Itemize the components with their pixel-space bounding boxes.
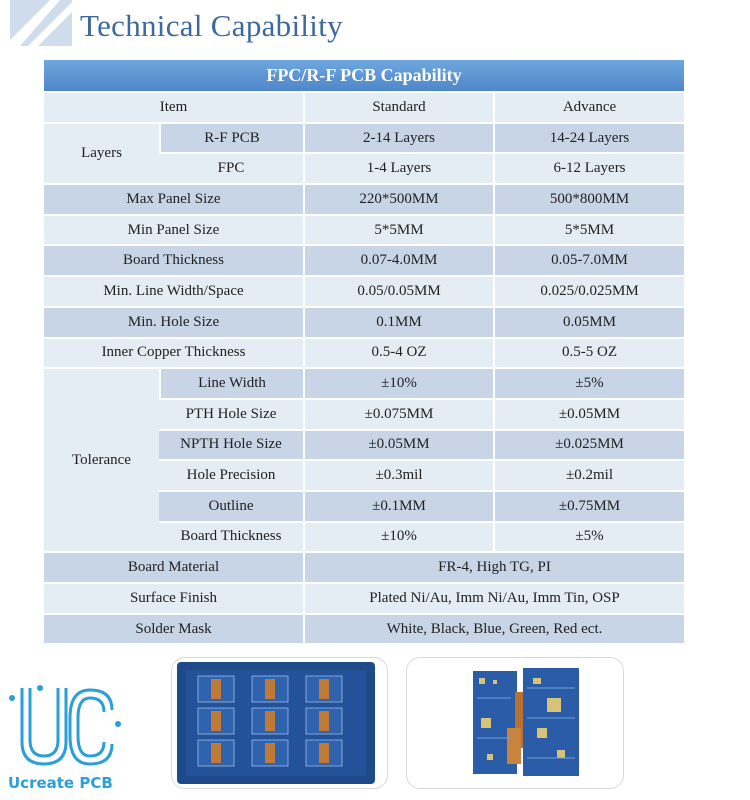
flex-section	[265, 711, 275, 731]
table-caption: FPC/R-F PCB Capability	[44, 60, 684, 91]
table-row	[44, 277, 684, 306]
row-sub-item: Hole Precision	[159, 461, 303, 490]
cell-standard: ±10%	[303, 523, 493, 552]
flex-section	[211, 711, 221, 731]
ucreate-logo	[8, 684, 128, 794]
ucreate-logo-mark	[8, 684, 128, 794]
cell-standard: 220*500MM	[303, 185, 493, 214]
page-header	[0, 0, 750, 52]
cell-advance: 6-12 Layers	[493, 154, 684, 183]
header-advance: Advance	[493, 93, 684, 122]
cell-advance: ±0.75MM	[493, 492, 684, 521]
group-label-layers: Layers	[44, 124, 159, 183]
pcb-photo-panel	[171, 657, 388, 789]
cell-advance: ±0.2mil	[493, 461, 684, 490]
flex-section	[319, 679, 329, 699]
cell-advance: 500*800MM	[493, 185, 684, 214]
pcb-rigid-flex-image	[407, 658, 623, 788]
row-item: Max Panel Size	[44, 185, 303, 214]
table-row	[44, 124, 684, 153]
cell-advance: 0.05MM	[493, 308, 684, 337]
flex-section	[319, 711, 329, 731]
cell-advance: ±0.05MM	[493, 400, 684, 429]
cell-standard: ±0.075MM	[303, 400, 493, 429]
stripes-decoration	[10, 0, 72, 46]
table-row	[44, 339, 684, 368]
cell-advance: 5*5MM	[493, 216, 684, 245]
flex-section	[265, 743, 275, 763]
row-item: Board Thickness	[44, 246, 303, 275]
cell-standard: ±0.3mil	[303, 461, 493, 490]
cell-standard: 0.05/0.05MM	[303, 277, 493, 306]
capability-table-wrap	[44, 58, 684, 645]
cell-standard: ±0.1MM	[303, 492, 493, 521]
page-title: Technical Capability	[80, 8, 343, 43]
cell-advance: 0.025/0.025MM	[493, 277, 684, 306]
row-sub-item: Board Thickness	[159, 523, 303, 552]
header-item: Item	[44, 93, 303, 122]
cell-standard: ±10%	[303, 369, 493, 398]
table-row	[44, 216, 684, 245]
table-header-row	[44, 93, 684, 122]
flex-section	[319, 743, 329, 763]
cell-standard: 5*5MM	[303, 216, 493, 245]
pcb-photo-rigid-flex	[406, 657, 624, 789]
table-row	[44, 185, 684, 214]
cell-advance: 14-24 Layers	[493, 124, 684, 153]
row-sub-item: PTH Hole Size	[159, 400, 303, 429]
flex-section	[211, 679, 221, 699]
pcb-panel-image	[172, 658, 387, 788]
table-row	[44, 615, 684, 644]
cell-advance: 0.5-5 OZ	[493, 339, 684, 368]
cell-standard: 1-4 Layers	[303, 154, 493, 183]
row-item: Min Panel Size	[44, 216, 303, 245]
cell-standard: 0.1MM	[303, 308, 493, 337]
cell-value: White, Black, Blue, Green, Red ect.	[303, 615, 684, 644]
row-sub-item: Line Width	[159, 369, 303, 398]
table-row	[44, 308, 684, 337]
row-item: Surface Finish	[44, 584, 303, 613]
header-standard: Standard	[303, 93, 493, 122]
row-item: Min. Hole Size	[44, 308, 303, 337]
cell-standard: 0.07-4.0MM	[303, 246, 493, 275]
flex-section	[265, 679, 275, 699]
table-row	[44, 369, 684, 398]
table-row	[44, 584, 684, 613]
row-item: Min. Line Width/Space	[44, 277, 303, 306]
cell-advance: ±5%	[493, 369, 684, 398]
row-item: Inner Copper Thickness	[44, 339, 303, 368]
table-caption-row	[44, 60, 684, 91]
logo-text: Ucreate PCB	[8, 774, 113, 792]
cell-standard: 0.5-4 OZ	[303, 339, 493, 368]
cell-value: FR-4, High TG, PI	[303, 553, 684, 582]
row-item: Board Material	[44, 553, 303, 582]
row-sub-item: FPC	[159, 154, 303, 183]
group-label-tolerance: Tolerance	[44, 369, 159, 551]
row-sub-item: R-F PCB	[159, 124, 303, 153]
capability-table	[44, 58, 684, 645]
cell-advance: ±5%	[493, 523, 684, 552]
row-sub-item: NPTH Hole Size	[159, 431, 303, 460]
table-row	[44, 246, 684, 275]
table-row	[44, 553, 684, 582]
cell-standard: 2-14 Layers	[303, 124, 493, 153]
cell-advance: ±0.025MM	[493, 431, 684, 460]
cell-advance: 0.05-7.0MM	[493, 246, 684, 275]
cell-value: Plated Ni/Au, Imm Ni/Au, Imm Tin, OSP	[303, 584, 684, 613]
row-item: Solder Mask	[44, 615, 303, 644]
flex-section	[211, 743, 221, 763]
cell-standard: ±0.05MM	[303, 431, 493, 460]
row-sub-item: Outline	[159, 492, 303, 521]
